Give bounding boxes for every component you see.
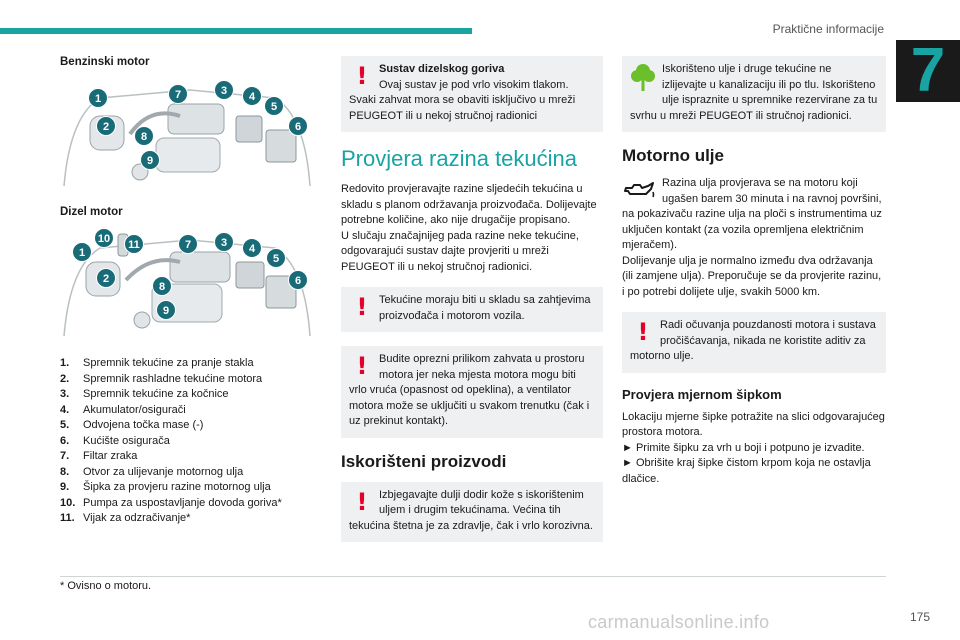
legend-item: 2. Spremnik rashladne tekućine motora [60,372,263,385]
engine-oil-paragraph: Razina ulja provjerava se na motoru koji ugašen barem 30 minuta i na ravnoj površini, na pokazivaču razine ulja na ploči s instrumentima uz uključen kontakt (za vozila opremljena električnim mjeračem). Dolijevanje ulja je normalno između dva održavanja (ili zamjene ulja). Preporučuje se da provjerite razinu, i po potrebi dolijete ulje, svakih 5000 km. [622,177,882,298]
eco-tree-icon [630,62,656,94]
chapter-number: 7 [910,36,946,105]
petrol-badge-5: 5 [264,96,284,116]
warning-exclamation-icon: ! [356,62,368,90]
environment-note [622,56,886,132]
dipstick-step-1: ► Primite šipku za vrh u boji i potpuno je izvadite. [622,441,865,454]
note-title: Sustav dizelskog goriva [379,63,505,75]
warning-exclamation-icon: ! [356,487,368,516]
note-text: Iskorišteno ulje i druge tekućine ne izlijevajte u kanalizaciju ili po tlu. Iskorišteno ulje ispraznite u spremnike rezervirane za tu svrhu u mreži PEUGEOT ili stručnoj radionici. [630,63,878,122]
legend-item: 5. Odvojena točka mase (-) [60,419,204,431]
fluids-spec-note [341,287,603,332]
warning-exclamation-icon: ! [637,318,649,346]
petrol-badge-1: 1 [88,88,108,108]
diesel-badge-8: 8 [152,276,172,296]
note-text: Ovaj sustav je pod vrlo visokim tlakom. Svaki zahvat mora se obaviti isključivo u mreži PEUGEOT ili u nekoj stručnoj radionici [349,78,576,122]
diesel-badge-6: 6 [288,270,308,290]
column-engine-oil [622,56,886,499]
petrol-badge-3: 3 [214,80,234,100]
legend-item: 6. Kućište osigurača [60,434,170,447]
oil-additive-warning-note [622,312,886,373]
legend-item: 10. Pumpa za uspostavljanje dovoda goriva* [60,496,282,509]
legend-item: 3. Spremnik tekućine za kočnice [60,388,229,400]
page-number: 175 [909,610,930,624]
petrol-badge-7: 7 [168,84,188,104]
diesel-badge-3: 3 [214,232,234,252]
footnote-divider [60,576,886,577]
petrol-engine-illustration [60,76,314,194]
diesel-fuel-warning-note [341,56,603,132]
note-text: Budite oprezni prilikom zahvata u prostoru motora jer neka mjesta motora mogu biti vrlo vruća (opasnost od opeklina), a ventilator motora može se uključiti u svakom trenutku (čak i uz prekinut kontakt). [349,353,590,427]
note-text: Tekućine moraju biti u skladu sa zahtjevima proizvođača i motorom vozila. [379,294,591,322]
diesel-badge-5: 5 [266,248,286,268]
diesel-badge-10: 10 [94,228,114,248]
note-text: Radi očuvanja pouzdanosti motora i sustava pročišćavanja, nikada ne koristite aditiv za motorno ulje. [630,319,876,362]
diesel-engine-illustration [60,226,314,344]
used-products-title: Iskorišteni proizvodi [341,451,507,471]
petrol-engine-heading: Benzinski motor [60,56,150,68]
petrol-badge-9: 9 [140,150,160,170]
fluid-levels-paragraph: Redovito provjeravajte razine sljedećih tekućina u skladu s planom održavanja proizvođača. Dolijevajte potrebne količine, ako nije drugačije propisano. U slučaju značajnijeg pada razine neke tekućine, odgovarajući sustav dajte provjeriti u mreži PEUGEOT ili u nekoj stručnoj radionici. [341,183,597,273]
diesel-badge-7: 7 [178,234,198,254]
legend-item: 7. Filtar zraka [60,450,138,462]
dipstick-paragraph: Lokaciju mjerne šipke potražite na slici odgovarajućeg prostora motora. ► Primite šipku za vrh u boji i potpuno je izvadite. ► Obrišite kraj šipke čistom krpom koja ne ostavlja dlačice. [622,410,885,485]
skin-contact-warning-note [341,482,603,543]
dipstick-step-2: ► Obrišite kraj šipke čistom krpom koja ne ostavlja dlačice. [622,457,871,485]
header-accent-bar [0,28,472,34]
footnote: * Ovisno o motoru. [60,580,152,592]
engine-oil-title: Motorno ulje [622,146,724,165]
legend-item: 1. Spremnik tekućine za pranje stakla [60,357,254,369]
column-fluid-levels [341,56,603,556]
diesel-badge-4: 4 [242,238,262,258]
watermark: carmanualsonline.info [588,612,770,632]
legend-item: 8. Otvor za ulijevanje motornog ulja [60,465,244,478]
note-text: Izbjegavajte dulji dodir kože s iskorištenim uljem i drugim tekućinama. Većina tih tekućina štetna je za zdravlje, čak i vrlo korozivna. [349,488,593,532]
legend-item: 9. Šipka za provjeru razine motornog ulja [60,481,271,493]
oil-can-icon [622,176,656,204]
component-legend [60,356,312,527]
warning-exclamation-icon: ! [356,293,368,321]
petrol-badge-2: 2 [96,116,116,136]
diesel-badge-1: 1 [72,242,92,262]
diesel-engine-heading: Dizel motor [60,206,123,218]
diesel-badge-9: 9 [156,300,176,320]
legend-item: 11. Vijak za odzračivanje* [60,512,191,524]
petrol-badge-8: 8 [134,126,154,146]
diesel-badge-2: 2 [96,268,116,288]
fluid-levels-title: Provjera razina tekućina [341,146,578,171]
legend-item: 4. Akumulator/osigurači [60,403,186,416]
header-title: Praktične informacije [772,22,884,36]
diesel-badge-11: 11 [124,234,144,254]
warning-exclamation-icon: ! [356,352,368,380]
petrol-badge-4: 4 [242,86,262,106]
dipstick-check-title: Provjera mjernom šipkom [622,386,782,402]
column-engine-diagrams [60,56,312,527]
engine-hot-warning-note [341,346,603,438]
petrol-badge-6: 6 [288,116,308,136]
